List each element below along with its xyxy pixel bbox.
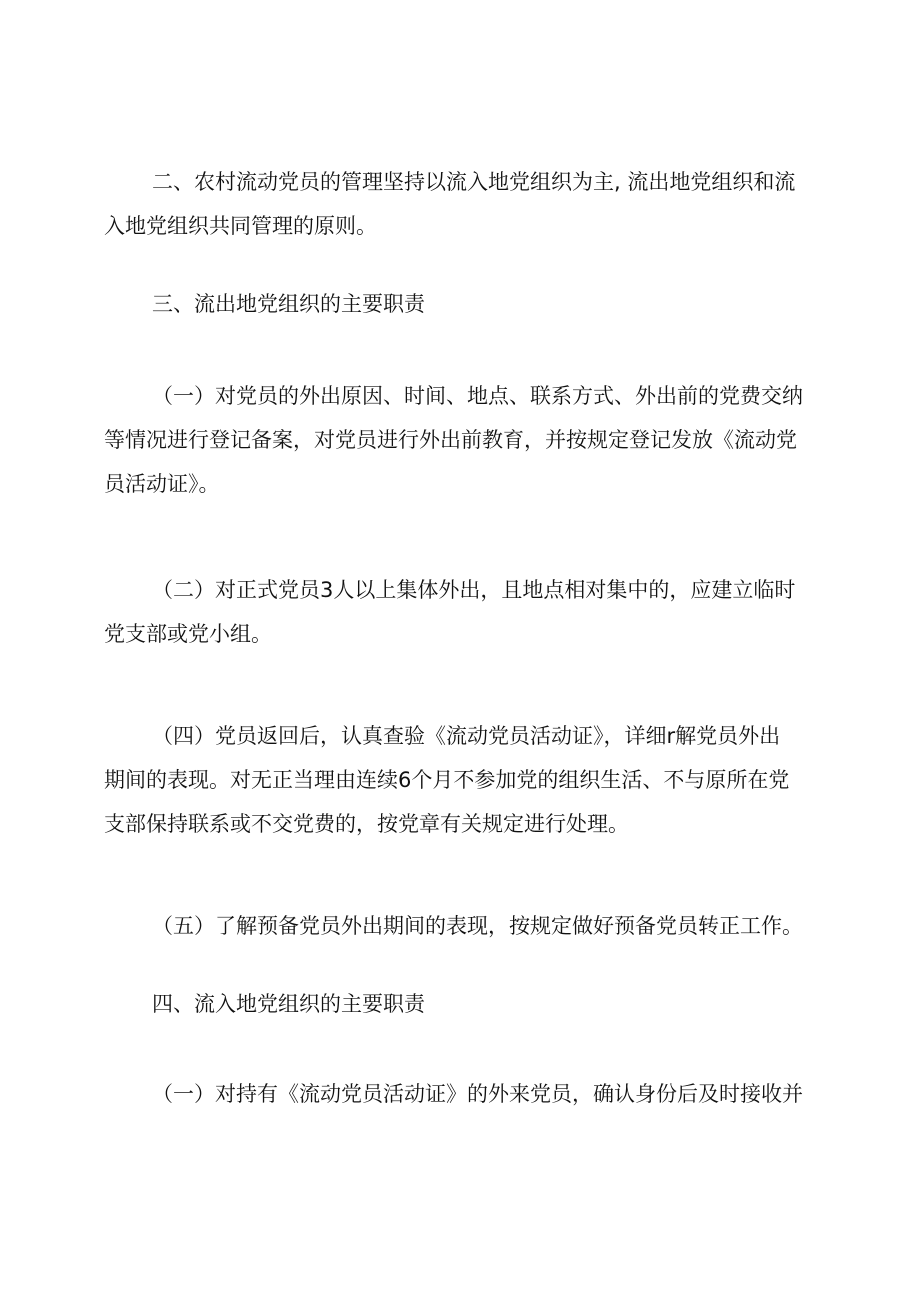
heading-line: 四、流入地党组织的主要职责 bbox=[152, 992, 425, 1016]
paragraph-line: 期间的表现。对无正当理由连续6个月不参加党的组织生活、不与原所在党 bbox=[104, 768, 790, 792]
paragraph-line: 等情况进行登记备案，对党员进行外出前教育，并按规定登记发放《流动党 bbox=[104, 428, 797, 452]
section-4-heading bbox=[104, 982, 824, 1026]
paragraph-section-3-item-1 bbox=[104, 374, 824, 506]
paragraph-line: 二、农村流动党员的管理坚持以流入地党组织为主, 流出地党组织和流 bbox=[152, 170, 796, 194]
paragraph-line: 入地党组织共同管理的原则。 bbox=[104, 214, 377, 238]
paragraph-line: （一）对党员的外出原因、时间、地点、联系方式、外出前的党费交纳 bbox=[152, 384, 803, 408]
paragraph-section-2 bbox=[104, 160, 824, 248]
section-3-heading bbox=[104, 282, 824, 326]
heading-line: 三、流出地党组织的主要职责 bbox=[152, 292, 425, 316]
paragraph-line: （一）对持有《流动党员活动证》的外来党员，确认身份后及时接收并 bbox=[152, 1082, 803, 1106]
paragraph-section-3-item-2 bbox=[104, 568, 824, 656]
paragraph-line: 党支部或党小组。 bbox=[104, 622, 272, 646]
paragraph-line: 员活动证》。 bbox=[104, 472, 220, 496]
paragraph-section-4-item-1 bbox=[104, 1072, 824, 1116]
paragraph-line: （四）党员返回后，认真查验《流动党员活动证》，详细r解党员外出 bbox=[152, 724, 781, 748]
paragraph-section-3-item-5 bbox=[104, 904, 824, 948]
paragraph-line: （五）了解预备党员外出期间的表现，按规定做好预备党员转正工作。 bbox=[152, 914, 803, 938]
paragraph-line: 支部保持联系或不交党费的，按党章有关规定进行处理。 bbox=[104, 812, 629, 836]
paragraph-line: （二）对正式党员3人以上集体外出，且地点相对集中的，应建立临时 bbox=[152, 578, 796, 602]
paragraph-section-3-item-4 bbox=[104, 714, 824, 846]
